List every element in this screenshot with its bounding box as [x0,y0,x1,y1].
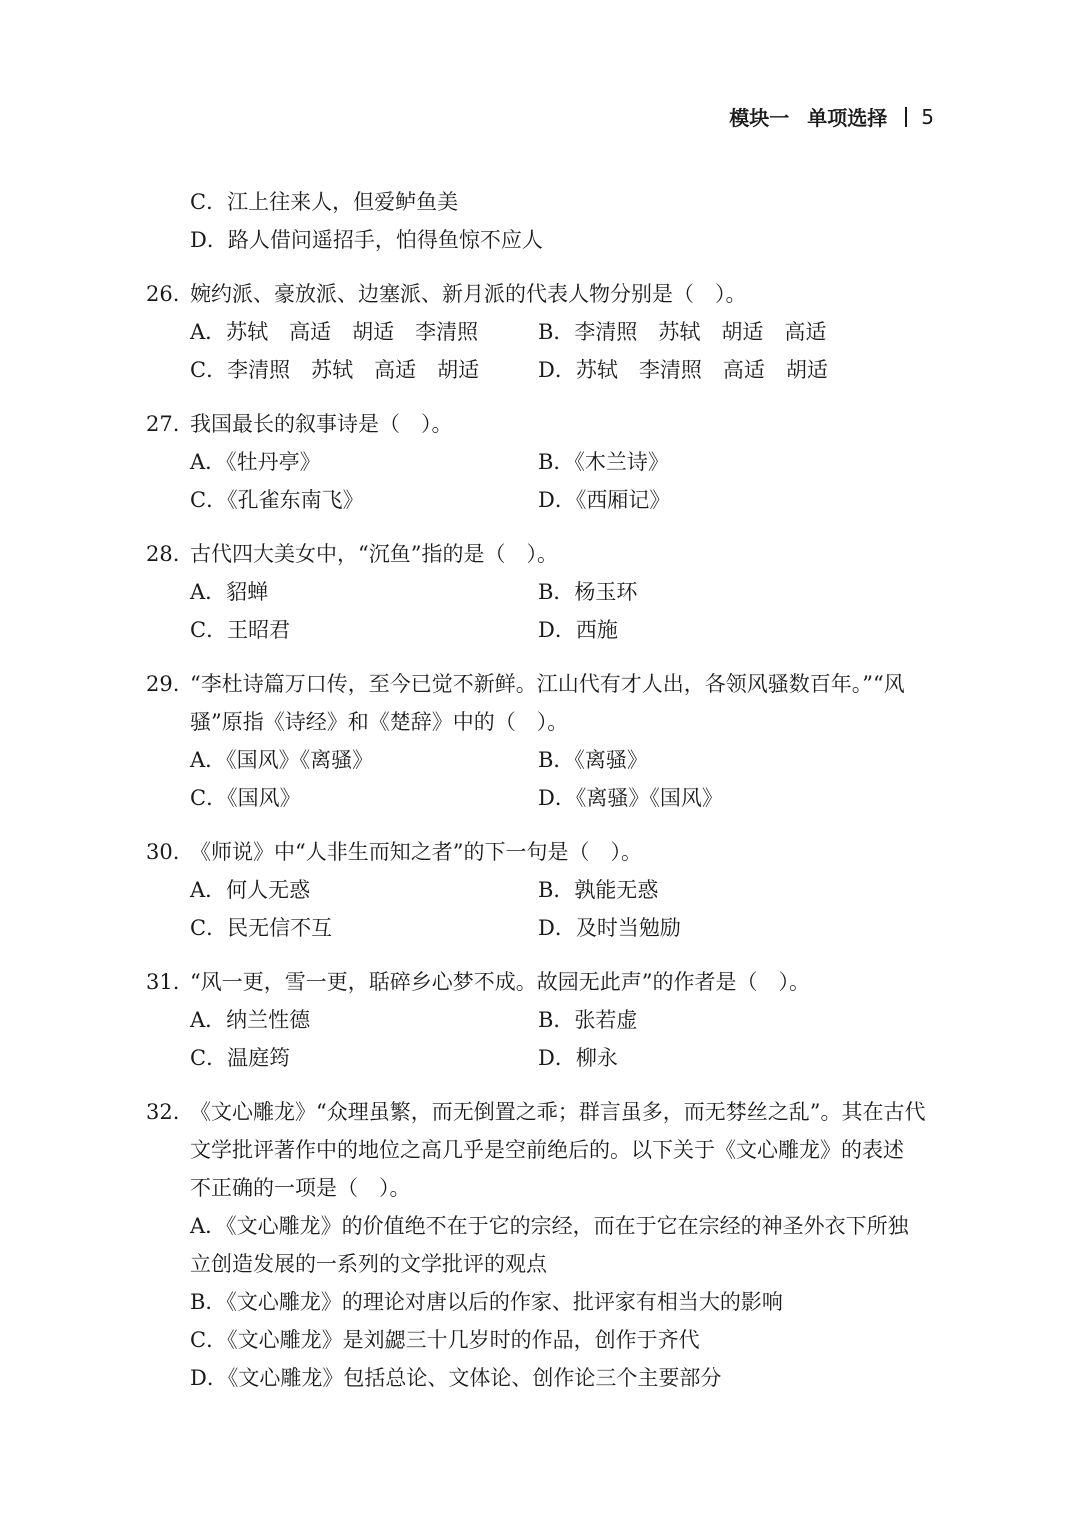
option-d: D．《文心雕龙》包括总论、文体论、创作论三个主要部分 [190,1366,722,1390]
question-text-line-1: 《文心雕龙》“众理虽繁，而无倒置之乖；群言虽多，而无棼丝之乱”。其在古代 [190,1100,926,1124]
option-d: D．柳永 [538,1046,618,1070]
option-d: D．及时当勉励 [538,916,681,940]
question-30 [146,833,946,947]
option-a: A．貂蝉 [190,580,269,604]
question-32 [146,1093,946,1397]
question-text: 婉约派、豪放派、边塞派、新月派的代表人物分别是（ ）。 [190,282,747,306]
option-b: B．《木兰诗》 [538,450,669,474]
option-b: B．《文心雕龙》的理论对唐以后的作家、批评家有相当大的影响 [190,1290,783,1314]
option-d: D．《西厢记》 [538,488,671,512]
option-c: C．江上往来人，但爱鲈鱼美 [190,190,459,214]
option-a: A．苏轼 高适 胡适 李清照 [190,320,479,344]
question-number: 27. [146,412,180,436]
question-text: 《师说》中“人非生而知之者”的下一句是（ ）。 [190,840,642,864]
header-divider [905,107,907,127]
question-text-line-2: 骚”原指《诗经》和《楚辞》中的（ ）。 [190,710,569,734]
option-d: D．《离骚》《国风》 [538,786,723,810]
running-header [729,102,934,131]
option-b: B．杨玉环 [538,580,638,604]
question-25-continued [146,183,946,259]
question-26 [146,275,946,389]
option-b: B．孰能无惑 [538,878,659,902]
question-list [146,183,946,1397]
option-row [146,741,946,779]
option-c: C．《文心雕龙》是刘勰三十几岁时的作品，创作于齐代 [190,1328,700,1352]
option-a: A．何人无惑 [190,878,311,902]
question-number: 31. [146,970,180,994]
option-b: B．《离骚》 [538,748,648,772]
page-number: 5 [921,104,934,129]
option-row [146,1039,946,1077]
question-number: 29. [146,672,180,696]
question-number: 26. [146,282,180,306]
question-text-line-1: “李杜诗篇万口传，至今已觉不新鲜。江山代有才人出，各领风骚数百年。”“风 [190,672,905,696]
option-d: D．路人借问遥招手，怕得鱼惊不应人 [190,228,543,252]
option-row [146,573,946,611]
option-a: A．《牡丹亭》 [190,450,321,474]
option-c: C．《国风》 [190,786,301,810]
option-a-line-1: A．《文心雕龙》的价值绝不在于它的宗经，而在于它在宗经的神圣外衣下所独 [190,1214,909,1238]
question-text-line-3: 不正确的一项是（ ）。 [190,1176,411,1200]
question-text-line-2: 文学批评著作中的地位之高几乎是空前绝后的。以下关于《文心雕龙》的表述 [190,1138,904,1162]
header-section: 单项选择 [807,106,888,130]
option-row [146,481,946,519]
option-row [146,443,946,481]
option-c: C．王昭君 [190,618,291,642]
question-29 [146,665,946,817]
question-27 [146,405,946,519]
question-31 [146,963,946,1077]
question-number: 28. [146,542,180,566]
option-d: D．西施 [538,618,618,642]
option-a-line-2: 立创造发展的一系列的文学批评的观点 [190,1252,547,1276]
option-row [146,1001,946,1039]
option-a: A．纳兰性德 [190,1008,311,1032]
option-row [146,313,946,351]
question-number: 32. [146,1100,180,1124]
option-b: B．张若虚 [538,1008,638,1032]
question-text: 古代四大美女中，“沉鱼”指的是（ ）。 [190,542,558,566]
question-text: “风一更，雪一更，聒碎乡心梦不成。故园无此声”的作者是（ ）。 [190,970,810,994]
question-text: 我国最长的叙事诗是（ ）。 [190,412,453,436]
option-row [146,611,946,649]
question-number: 30. [146,840,180,864]
option-c: C．《孔雀东南飞》 [190,488,364,512]
option-row [146,779,946,817]
option-a: A．《国风》《离骚》 [190,748,374,772]
option-c: C．李清照 苏轼 高适 胡适 [190,358,480,382]
option-row [146,909,946,947]
option-row [146,871,946,909]
option-c: C．温庭筠 [190,1046,291,1070]
question-28 [146,535,946,649]
header-module: 模块一 [729,106,790,130]
option-row [146,351,946,389]
option-b: B．李清照 苏轼 胡适 高适 [538,320,827,344]
option-c: C．民无信不互 [190,916,333,940]
option-d: D．苏轼 李清照 高适 胡适 [538,358,828,382]
